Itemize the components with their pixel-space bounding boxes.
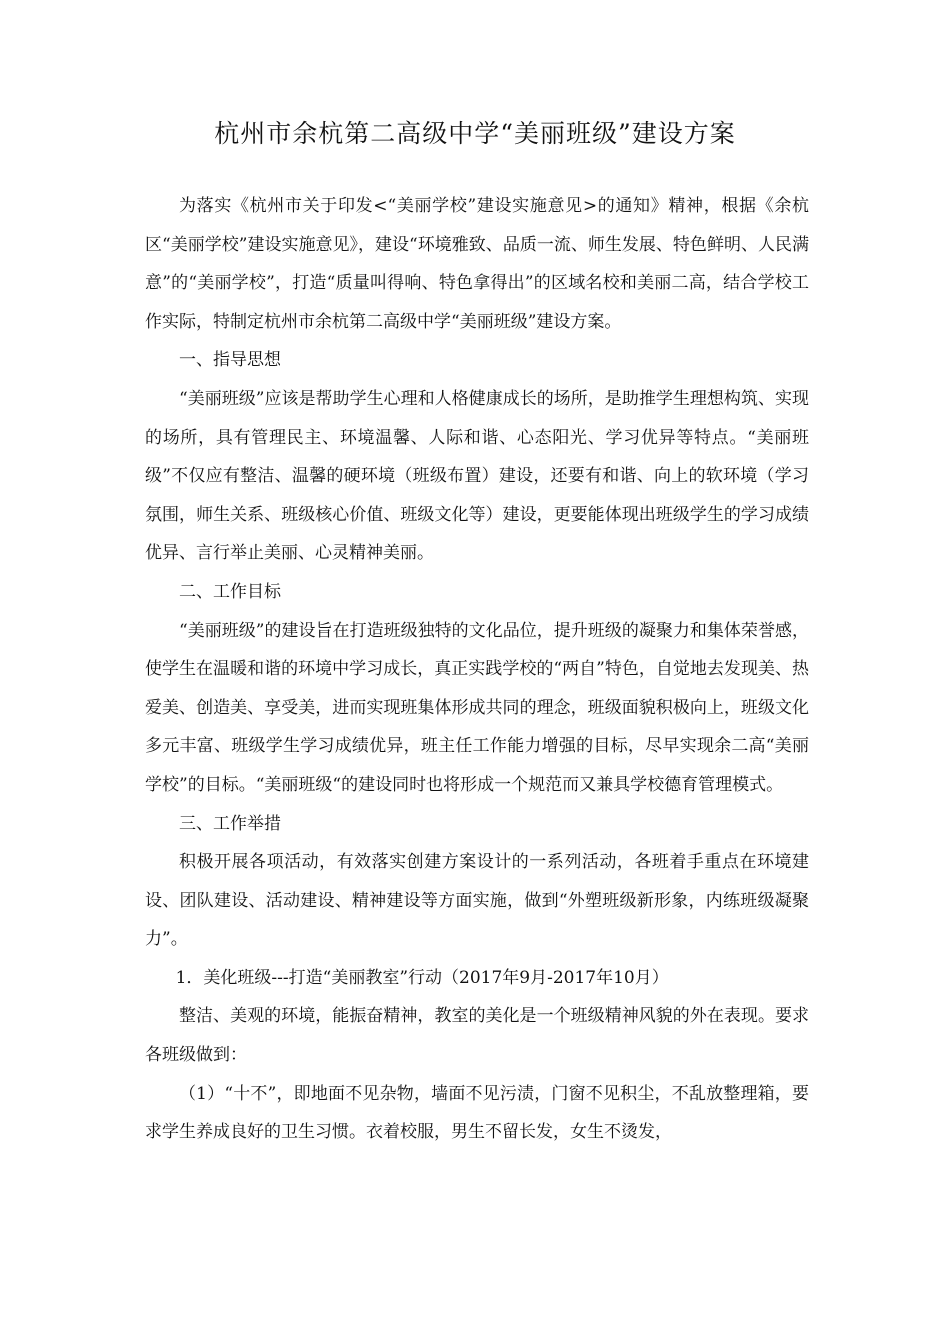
section-heading-guiding-ideology: 一、指导思想 [179, 350, 281, 371]
work-measures-paragraph: 积极开展各项活动，有效落实创建方案设计的一系列活动，各班着手重点在环境建设、团队建设、活动建设、精神建设等方面实施，做到“外塑班级新形象，内练班级凝聚力”。 [145, 852, 809, 950]
document-title: 杭州市余杭第二高级中学“美丽班级”建设方案 [214, 119, 736, 148]
beautify-class-paragraph: 整洁、美观的环境，能振奋精神，教室的美化是一个班级精神风貌的外在表现。要求各班级做到： [145, 1006, 809, 1066]
work-goals-paragraph: “美丽班级”的建设旨在打造班级独特的文化品位，提升班级的凝聚力和集体荣誉感，使学生在温暖和谐的环境中学习成长，真正实践学校的“两自”特色，自觉地去发现美、热爱美、创造美、享受美，进而实现班集体形成共同的理念，班级面貌积极向上，班级文化多元丰富、班级学生学习成绩优异，班主任工作能力增强的目标，尽早实现余二高“美丽学校”的目标。“美丽班级“的建设同时也将形成一个规范而又兼具学校德育管理模式。 [145, 620, 809, 795]
subsection-heading-beautify-class: 1．美化班级---打造“美丽教室”行动（2017年9月-2017年10月） [175, 967, 669, 988]
document-body [145, 187, 809, 1152]
ten-nos-paragraph: （1）“十不”，即地面不见杂物，墙面不见污渍，门窗不见积尘，不乱放整理箱，要求学生养成良好的卫生习惯。衣着校服，男生不留长发，女生不烫发， [145, 1083, 809, 1143]
section-heading-work-measures: 三、工作举措 [179, 813, 281, 834]
section-heading-work-goals: 二、工作目标 [179, 581, 281, 602]
guiding-ideology-paragraph: “美丽班级”应该是帮助学生心理和人格健康成长的场所，是助推学生理想构筑、实现的场所，具有管理民主、环境温馨、人际和谐、心态阳光、学习优异等特点。“美丽班级”不仅应有整洁、温馨的硬环境（班级布置）建设，还要有和谐、向上的软环境（学习氛围，师生关系、班级核心价值、班级文化等）建设，更要能体现出班级学生的学习成绩优异、言行举止美丽、心灵精神美丽。 [145, 388, 809, 564]
intro-paragraph: 为落实《杭州市关于印发<“美丽学校”建设实施意见>的通知》精神，根据《余杭区“美丽学校”建设实施意见》，建设“环境雅致、品质一流、师生发展、特色鲜明、人民满意”的“美丽学校”，打造“质量叫得响、特色拿得出”的区域名校和美丽二高，结合学校工作实际，特制定杭州市余杭第二高级中学“美丽班级”建设方案。 [145, 196, 809, 332]
